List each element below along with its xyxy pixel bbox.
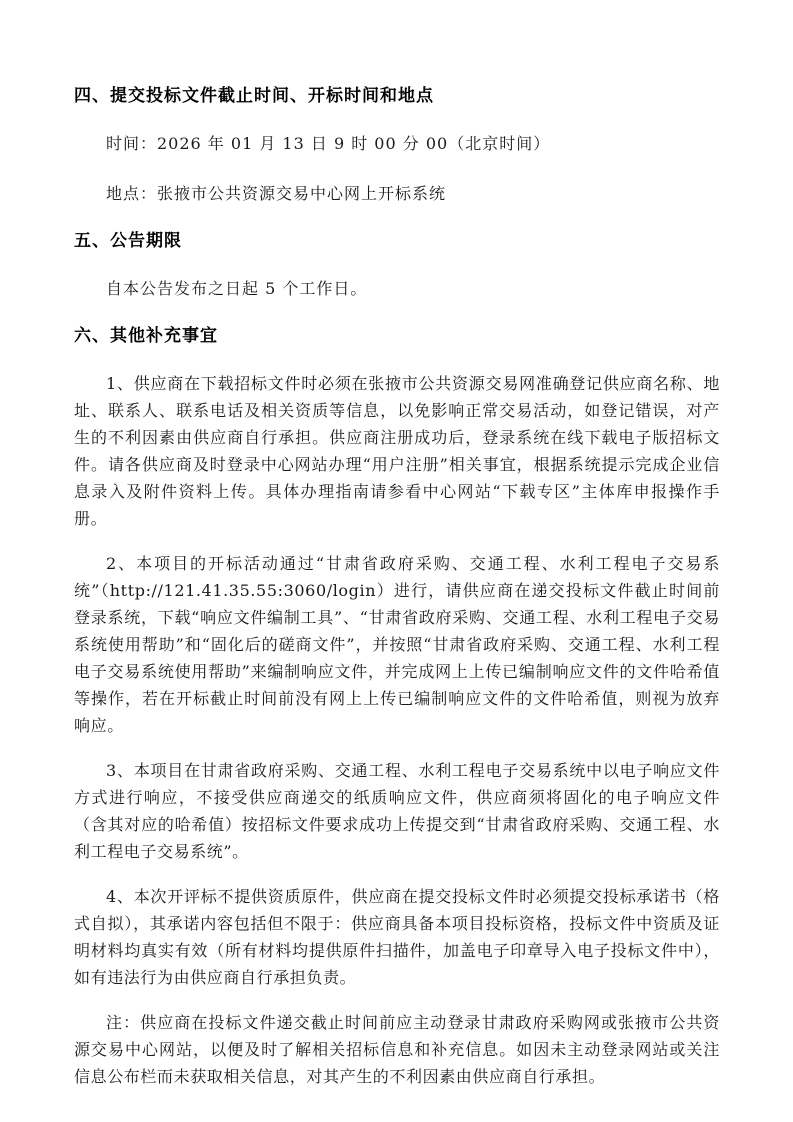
section-4-heading: 四、提交投标文件截止时间、开标时间和地点 — [74, 86, 434, 106]
section-5-heading: 五、公告期限 — [74, 231, 182, 251]
supplement-item-1: 1、供应商在下载招标文件时必须在张掖市公共资源交易网准确登记供应商名称、地址、联系人、联系电话及相关资质等信息，以免影响正常交易活动，如登记错误，对产生的不利因素由供应商自行承担。供应商注册成功后，登录系统在线下载电子版招标文件。请各供应商及时登录中心网站办理“用户注册”相关事宜，根据系统提示完成企业信息录入及附件资料上传。具体办理指南请参看中心网站“下载专区”主体库申报操作手册。 — [74, 374, 720, 528]
bid-deadline-time-line: 时间：2026 年 01 月 13 日 9 时 00 分 00（北京时间） — [106, 134, 551, 153]
supplement-item-2: 2、本项目的开标活动通过“甘肃省政府采购、交通工程、水利工程电子交易系统”（http://121.41.35.55:3060/login）进行，请供应商在递交投标文件截止时间前登录系统，下载“响应文件编制工具”、“甘肃省政府采购、交通工程、水利工程电子交易系统使用帮助”和“固化后的磋商文件”，并按照“甘肃省政府采购、交通工程、水利工程电子交易系统使用帮助”来编制响应文件，并完成网上上传已编制响应文件的文件哈希值等操作，若在开标截止时间前没有网上上传已编制响应文件的文件哈希值，则视为放弃响应。 — [74, 554, 720, 735]
announcement-period-line: 自本公告发布之日起 5 个工作日。 — [106, 279, 368, 298]
supplement-item-4: 4、本次开评标不提供资质原件，供应商在提交投标文件时必须提交投标承诺书（格式自拟），其承诺内容包括但不限于：供应商具备本项目投标资格，投标文件中资质及证明材料均真实有效（所有材料均提供原件扫描件，加盖电子印章导入电子投标文件中），如有违法行为由供应商自行承担负责。 — [74, 887, 720, 987]
supplement-item-3: 3、本项目在甘肃省政府采购、交通工程、水利工程电子交易系统中以电子响应文件方式进行响应，不接受供应商递交的纸质响应文件，供应商须将固化的电子响应文件（含其对应的哈希值）按招标文件要求成功上传提交到“甘肃省政府采购、交通工程、水利工程电子交易系统”。 — [74, 761, 720, 861]
supplement-note: 注：供应商在投标文件递交截止时间前应主动登录甘肃政府采购网或张掖市公共资源交易中心网站，以便及时了解相关招标信息和补充信息。如因未主动登录网站或关注信息公布栏而未获取相关信息，对其产生的不利因素由供应商自行承担。 — [74, 1013, 720, 1086]
section-6-heading: 六、其他补充事宜 — [74, 326, 218, 346]
bid-opening-location-line: 地点：张掖市公共资源交易中心网上开标系统 — [106, 184, 447, 203]
